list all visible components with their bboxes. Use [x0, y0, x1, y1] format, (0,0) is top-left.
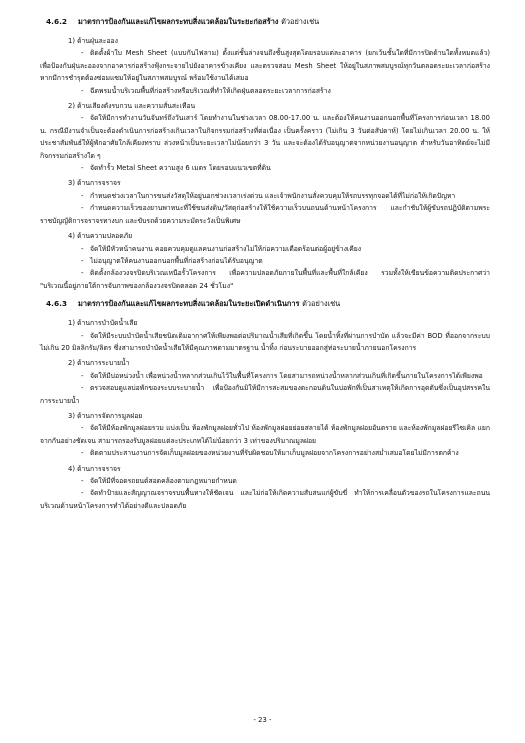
bullet: [40, 112, 490, 162]
section-heading-4-6-3: [46, 298, 490, 310]
item-label: 4) ด้านการจราจร: [68, 464, 121, 473]
bullet: [40, 162, 490, 174]
bullet-text: จัดให้มีห้องพักมูลฝอยรวม แบ่งเป็น ห้องพักมูลฝอยทั่วไป ห้องพักมูลฝอยย่อยสลายได้ ห้องพักมูลฝอยอันตราย และห้องพักมูลฝอยรีไซเคิล แยกจากกันอย่างชัดเจน สามารถรองรับมูลฝอยแต่ละประเภทได้ไม่น้อยกว่า 3 เท่าของปริมาณมูลฝอย: [40, 424, 490, 445]
bullet-dash: -: [81, 384, 84, 393]
bullet: [40, 47, 490, 84]
bullet-text: ฉีดพรมน้ำบริเวณพื้นที่ก่อสร้างหรือบริเวณที่ทำให้เกิดฝุ่นตลอดระยะเวลาการก่อสร้าง: [90, 86, 331, 95]
measure-item-wastewater: [40, 317, 490, 354]
document-body: [40, 16, 490, 515]
page-number: - 23 -: [253, 716, 272, 724]
bullet: [40, 382, 490, 407]
bullet-text: ตรวจสอบดูแลบ่อพักของระบบระบายน้ำ เพื่อป้องกันมิให้มีการสะสมของตะกอนดินในบ่อพักที่เป็นสาเหตุให้เกิดการอุดตันซึ่งเป็นอุปสรรคในการระบายน้ำ: [40, 384, 490, 405]
item-label: 3) ด้านการจัดการมูลฝอย: [68, 411, 143, 420]
bullet-dash: -: [81, 477, 84, 485]
bullet: [40, 202, 490, 227]
bullet-dash: -: [81, 86, 84, 95]
bullet-dash: -: [81, 114, 84, 123]
item-label: 2) ด้านการระบายน้ำ: [68, 359, 130, 368]
item-label: 1) ด้านฝุ่นละออง: [68, 37, 118, 45]
bullet-text: จัดทำรั้ว Metal Sheet ความสูง 6 เมตร โดยรอบแนวเขตที่ดิน: [90, 164, 271, 173]
bullet-dash: -: [81, 371, 84, 380]
bullet: [40, 267, 490, 292]
bullet-text: จัดให้มีที่จอดรถยนต์สอดคล้องตามกฎหมายกำหนด: [90, 477, 237, 485]
bullet-dash: -: [81, 424, 84, 433]
bullet-dash: -: [81, 244, 84, 253]
measure-item-noise: [40, 100, 490, 174]
bullet-dash: -: [81, 269, 84, 278]
bullet-text: ติดตั้งกล้องวงจรปิดบริเวณเหนือรั้วโครงการ เพื่อความปลอดภัยภายในพื้นที่และพื้นที่ใกล้เคียง รวมทั้งให้เขียนข้อความติดประกาศว่า "บริเวณนี้อยู่ภายใต้การจับภาพของกล้องวงจรปิดตลอด 24 ชั่วโมง": [40, 269, 490, 290]
section-number: 4.6.3: [46, 299, 68, 309]
bullet-text: ติดตามประสานงานการจัดเก็บมูลฝอยของหน่วยงานที่รับผิดชอบให้มาเก็บมูลฝอยจากโครงการอย่างสม่ำเสมอโดยไม่มีการตกค้าง: [90, 449, 459, 458]
bullet: [40, 475, 490, 487]
section-title: มาตรการป้องกันและแก้ไขผลกระทบสิ่งแวดล้อมในระยะเปิดดำเนินการ: [78, 299, 300, 309]
bullet-dash: -: [81, 489, 84, 498]
measure-item-traffic-operation: [40, 463, 490, 513]
measure-item-traffic: [40, 177, 490, 227]
bullet-text: ไม่อนุญาตให้คนงานออกนอกพื้นที่ก่อสร้างก่อนได้รับอนุญาต: [90, 256, 263, 265]
measure-item-drainage: [40, 357, 490, 407]
bullet-dash: -: [81, 49, 84, 58]
bullet-dash: -: [81, 331, 84, 340]
bullet: [40, 487, 490, 512]
bullet-dash: -: [81, 164, 84, 173]
measure-item-solid-waste: [40, 410, 490, 460]
bullet: [40, 370, 490, 382]
item-label: 1) ด้านการบำบัดน้ำเสีย: [68, 319, 138, 328]
bullet-dash: -: [81, 191, 84, 200]
section-example-label: ตัวอย่างเช่น: [281, 17, 320, 26]
section-heading-4-6-2: [46, 16, 490, 28]
item-label: 2) ด้านเสียงดังรบกวน และความสั่นสะเทือน: [68, 102, 196, 111]
bullet: [40, 190, 490, 202]
bullet-text: จัดให้มีบ่อหน่วงน้ำ เพื่อหน่วงน้ำหลากส่วนเกินไว้ในพื้นที่โครงการ โดยสามารถหน่วงน้ำหลากส่วนเกินที่เกิดขึ้นภายในโครงการได้เพียงพอ: [90, 371, 483, 380]
bullet: [40, 255, 490, 267]
bullet-dash: -: [81, 256, 84, 265]
bullet: [40, 330, 490, 355]
bullet-dash: -: [81, 449, 84, 458]
bullet-text: จัดทำป้ายและสัญญาณจราจรบนพื้นทางให้ชัดเจน และไม่ก่อให้เกิดความสับสนแก่ผู้ขับขี่ ทำให้การเคลื่อนตัวของรถในโครงการและถนนบริเวณด้านหน้าโครงการทำได้อย่างดีและปลอดภัย: [40, 489, 490, 510]
section-example-label: ตัวอย่างเช่น: [302, 299, 341, 309]
bullet-text: กำหนดความเร็วของยานพาหนะที่ใช้ขนส่งดิน/วัสดุก่อสร้างให้ใช้ความเร็วบนถนนด้านหน้าโครงการ และกำชับให้ผู้ขับรถปฏิบัติตามพระราชบัญญัติการจราจรทางบก และขับรถด้วยความระมัดระวังเป็นพิเศษ: [40, 204, 490, 225]
bullet-text: ติดตั้งผ้าใบ Mesh Sheet (แบบกันไฟลาม) ตั้งแต่ชั้นล่างจนถึงชั้นสูงสุดโดยรอบแต่ละอาคาร (ยกเว้นชั้นใดที่มีการปิดด้านใดทั้งหมดแล้ว) เพื่อป้องกันฝุ่นละอองจากอาคารก่อสร้างฟุ้งกระจายไปยังอาคารข้างเคียง และตรวจสอบ Mesh Sheet ให้อยู่ในสภาพสมบูรณ์ทุกวันตลอดระยะเวลาก่อสร้าง หากมีการชำรุดต้องซ่อมแซมให้อยู่ในสภาพสมบูรณ์ พร้อมใช้งานได้เสมอ: [40, 49, 490, 83]
bullet-text: กำหนดช่วงเวลาในการขนส่งวัสดุให้อยู่นอกช่วงเวลาเร่งด่วน และเจ้าพนักงานสั่งควบคุมให้รถบรรทุกจอดได้ที่ไม่ก่อให้เกิดปัญหา: [90, 191, 456, 200]
bullet: [40, 447, 490, 459]
measure-item-dust: [40, 35, 490, 97]
item-label: 3) ด้านการจราจร: [68, 179, 121, 188]
bullet: [40, 243, 490, 255]
section-title: มาตรการป้องกันและแก้ไขผลกระทบสิ่งแวดล้อมในระยะก่อสร้าง: [78, 17, 279, 26]
bullet-text: จัดให้มีหัวหน้าคนงาน คอยควบคุมดูแลคนงานก่อสร้างไม่ให้ก่อความเดือดร้อนต่อผู้อยู่ข้างเคียง: [90, 244, 362, 253]
bullet: [40, 85, 490, 97]
item-label: 4) ด้านความปลอดภัย: [68, 232, 133, 241]
bullet-text: จัดให้มีการทำงานวันจันทร์ถึงวันเสาร์ โดยทำงานในช่วงเวลา 08.00-17.00 น. และต้องให้คนงานออกนอกพื้นที่โครงการก่อนเวลา 18.00 น. กรณีมีงานจำเป็นจะต้องดำเนินการก่อสร้างเกินเวลาในกิจกรรมก่อสร้างที่ต่อเนื่อง เป็นครั้งคราว (ไม่เกิน 3 วันต่อสัปดาห์) โดยไม่เกินเวลา 20.00 น. ให้ประชาสัมพันธ์ให้ผู้พักอาศัยใกล้เคียงทราบ ล่วงหน้าเป็นระยะเวลาไม่น้อยกว่า 3 วัน และจะต้องได้รับอนุญาตจากหน่วยงานอนุญาต สำหรับวันอาทิตย์จะไม่มีกิจกรรมก่อสร้างใด ๆ: [40, 114, 490, 160]
bullet-dash: -: [81, 204, 84, 213]
bullet: [40, 422, 490, 447]
bullet-text: จัดให้มีระบบบำบัดน้ำเสียชนิดเติมอากาศให้เพียงพอต่อปริมาณน้ำเสียที่เกิดขึ้น โดยน้ำทิ้งที่ผ่านการบำบัด แล้วจะมีค่า BOD ที่ออกจากระบบไม่เกิน 20 มิลลิกรัม/ลิตร ซึ่งสามารถบำบัดน้ำเสียให้มีคุณภาพตามมาตรฐาน น้ำทิ้ง ก่อนระบายออกสู่ท่อระบายน้ำภายนอกโครงการ: [40, 331, 490, 352]
section-number: 4.6.2: [46, 17, 68, 26]
measure-item-safety: [40, 230, 490, 292]
